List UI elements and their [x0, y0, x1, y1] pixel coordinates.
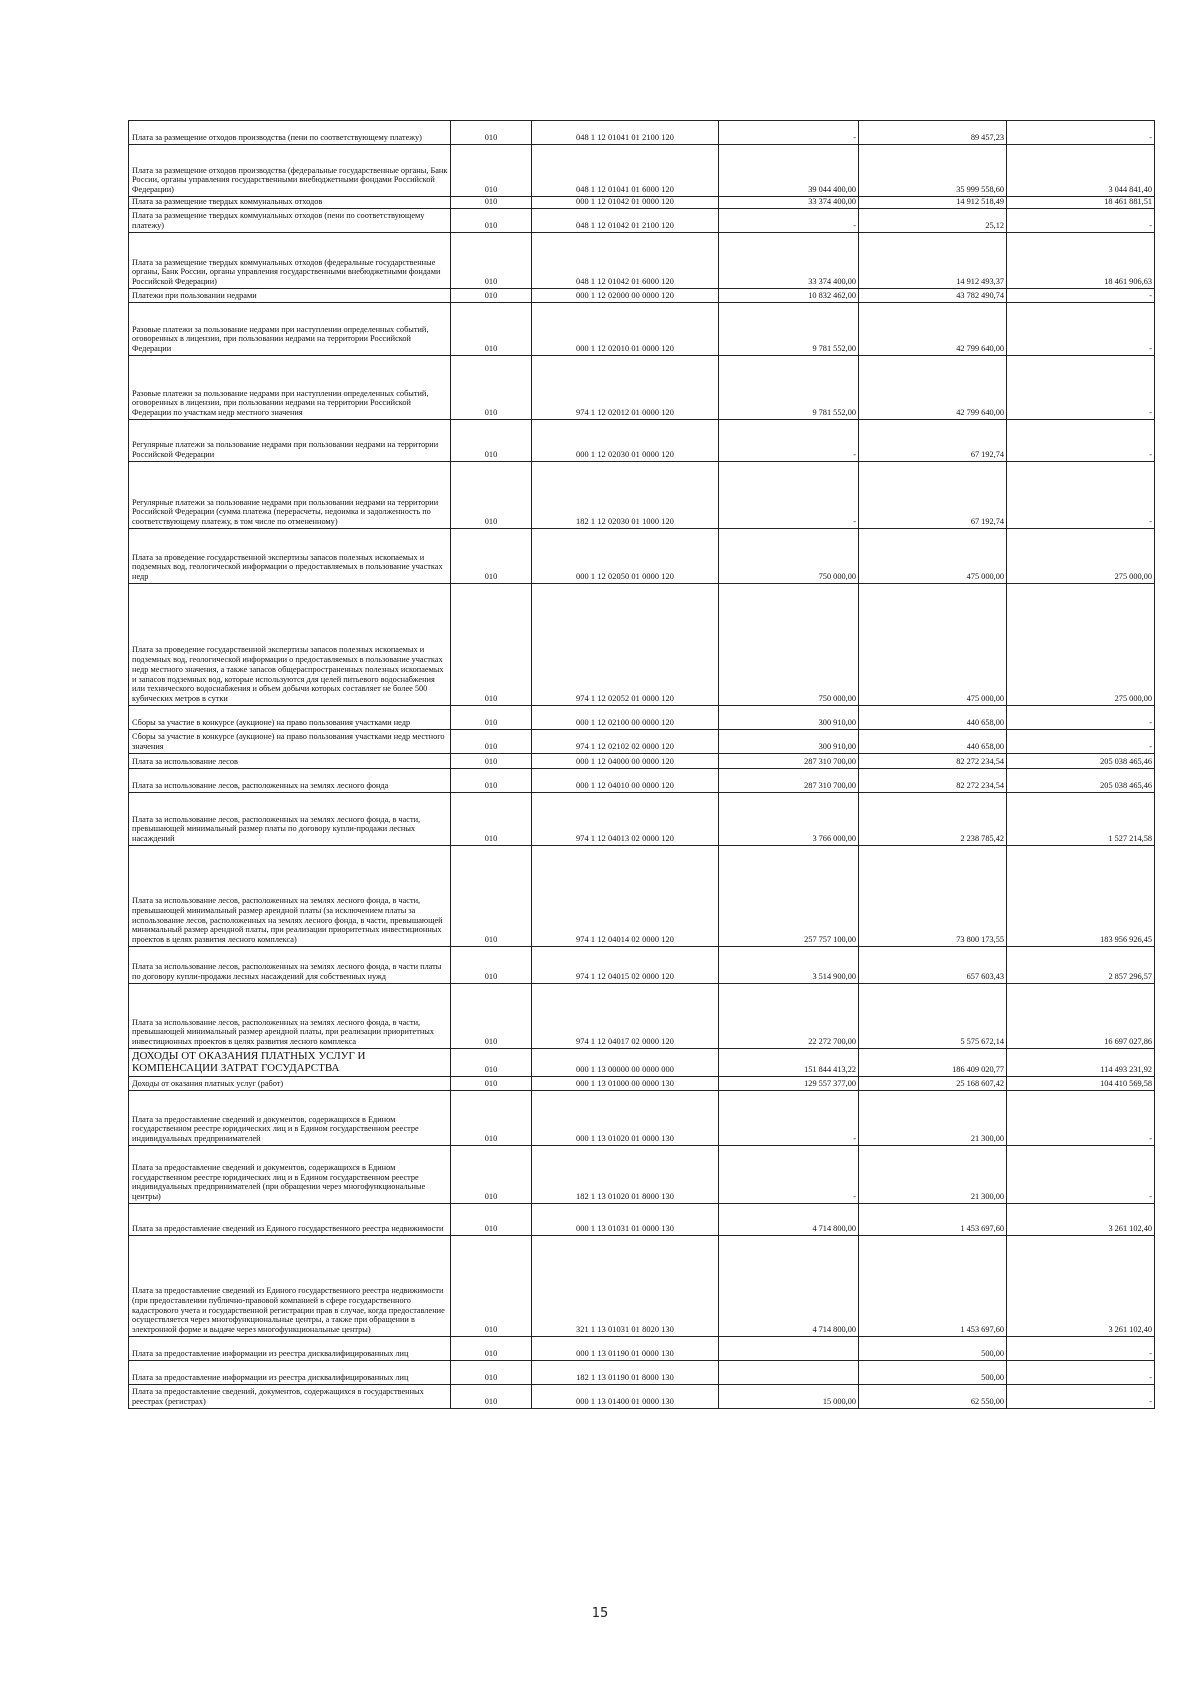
row-plan-cell: - — [719, 420, 859, 462]
row-plan-cell: - — [719, 462, 859, 529]
row-rest-cell: - — [1007, 730, 1155, 754]
budget-table-wrapper — [128, 120, 1154, 1409]
row-rest-cell: - — [1007, 289, 1155, 303]
table-row — [129, 1361, 1155, 1385]
row-name-cell: Плата за использование лесов, расположенных на землях лесного фонда, в части, превышающей минимальный размер платы по договору купли-продажи лесных насаждений — [129, 793, 451, 846]
row-code-cell: 010 — [451, 529, 532, 584]
row-rest-cell: 3 044 841,40 — [1007, 145, 1155, 197]
row-rest-cell: 16 697 027,86 — [1007, 984, 1155, 1049]
row-exec-cell: 25,12 — [859, 209, 1007, 233]
table-row — [129, 706, 1155, 730]
row-rest-cell: - — [1007, 706, 1155, 730]
row-exec-cell: 67 192,74 — [859, 420, 1007, 462]
row-rest-cell: 18 461 906,63 — [1007, 233, 1155, 289]
row-rest-cell: - — [1007, 356, 1155, 420]
row-kbk-cell: 000 1 12 04010 00 0000 120 — [532, 769, 719, 793]
table-row — [129, 1091, 1155, 1146]
row-rest-cell: - — [1007, 420, 1155, 462]
row-rest-cell: 3 261 102,40 — [1007, 1204, 1155, 1236]
row-plan-cell: 3 514 900,00 — [719, 947, 859, 984]
row-kbk-cell: 000 1 13 01190 01 0000 130 — [532, 1337, 719, 1361]
table-row — [129, 356, 1155, 420]
row-rest-cell: 275 000,00 — [1007, 584, 1155, 706]
row-kbk-cell: 000 1 12 02100 00 0000 120 — [532, 706, 719, 730]
row-code-cell: 010 — [451, 984, 532, 1049]
row-rest-cell: - — [1007, 1385, 1155, 1409]
row-code-cell: 010 — [451, 1077, 532, 1091]
row-exec-cell: 475 000,00 — [859, 529, 1007, 584]
row-plan-cell: 9 781 552,00 — [719, 303, 859, 356]
row-code-cell: 010 — [451, 209, 532, 233]
table-row — [129, 1077, 1155, 1091]
row-exec-cell: 73 800 173,55 — [859, 846, 1007, 947]
row-plan-cell — [719, 1337, 859, 1361]
row-name-cell: Разовые платежи за пользование недрами при наступлении определенных событий, оговоренных в лицензии, при пользовании недрами на территории Российской Федерации — [129, 303, 451, 356]
row-name-cell: Плата за предоставление информации из реестра дисквалифицированных лиц — [129, 1337, 451, 1361]
row-code-cell: 010 — [451, 1146, 532, 1204]
table-row — [129, 754, 1155, 769]
row-code-cell: 010 — [451, 420, 532, 462]
row-exec-cell: 62 550,00 — [859, 1385, 1007, 1409]
table-row — [129, 769, 1155, 793]
page-number: 15 — [591, 1606, 609, 1621]
row-name-cell: Плата за проведение государственной экспертизы запасов полезных ископаемых и подземных вод, геологической информации о предоставляемых в пользование участках недр — [129, 529, 451, 584]
table-row — [129, 420, 1155, 462]
row-kbk-cell: 974 1 12 04013 02 0000 120 — [532, 793, 719, 846]
row-name-cell: Плата за предоставление сведений и документов, содержащихся в Едином государственном реестре юридических лиц и в Едином государственном реестре индивидуальных предпринимателей — [129, 1091, 451, 1146]
row-plan-cell: 33 374 400,00 — [719, 197, 859, 209]
table-row — [129, 145, 1155, 197]
row-plan-cell: 3 766 000,00 — [719, 793, 859, 846]
row-kbk-cell: 000 1 12 01042 01 0000 120 — [532, 197, 719, 209]
row-code-cell: 010 — [451, 121, 532, 145]
row-kbk-cell: 974 1 12 02012 01 0000 120 — [532, 356, 719, 420]
row-code-cell: 010 — [451, 584, 532, 706]
row-code-cell: 010 — [451, 706, 532, 730]
row-plan-cell: 300 910,00 — [719, 706, 859, 730]
row-name-cell: Доходы от оказания платных услуг (работ) — [129, 1077, 451, 1091]
row-name-cell: Плата за использование лесов, расположенных на землях лесного фонда, в части платы по договору купли-продажи лесных насаждений для собственных нужд — [129, 947, 451, 984]
row-rest-cell: 1 527 214,58 — [1007, 793, 1155, 846]
table-row — [129, 197, 1155, 209]
row-exec-cell: 67 192,74 — [859, 462, 1007, 529]
row-plan-cell: 151 844 413,22 — [719, 1049, 859, 1077]
row-name-cell: Плата за размещение отходов производства (пени по соответствующему платежу) — [129, 121, 451, 145]
table-row — [129, 462, 1155, 529]
row-exec-cell: 42 799 640,00 — [859, 356, 1007, 420]
row-name-cell: Сборы за участие в конкурсе (аукционе) на право пользования участками недр местного значения — [129, 730, 451, 754]
row-code-cell: 010 — [451, 769, 532, 793]
table-row — [129, 529, 1155, 584]
row-code-cell: 010 — [451, 289, 532, 303]
row-kbk-cell: 048 1 12 01042 01 2100 120 — [532, 209, 719, 233]
row-code-cell: 010 — [451, 145, 532, 197]
row-name-cell: ДОХОДЫ ОТ ОКАЗАНИЯ ПЛАТНЫХ УСЛУГ И КОМПЕНСАЦИИ ЗАТРАТ ГОСУДАРСТВА — [129, 1049, 451, 1077]
row-name-cell: Плата за размещение твердых коммунальных отходов (пени по соответствующему платежу) — [129, 209, 451, 233]
row-code-cell: 010 — [451, 197, 532, 209]
row-name-cell: Плата за использование лесов, расположенных на землях лесного фонда, в части, превышающей минимальный размер арендной платы (за исключением платы за использование лесов, расположенных на землях лесного фонда, в части, превышающей минимальный размер арендной платы, при реализации приоритетных инвестиционных проектов в целях развития лесного комплекса) — [129, 846, 451, 947]
row-rest-cell: - — [1007, 209, 1155, 233]
row-kbk-cell: 000 1 13 01400 01 0000 130 — [532, 1385, 719, 1409]
row-plan-cell: 287 310 700,00 — [719, 754, 859, 769]
row-kbk-cell: 182 1 13 01020 01 8000 130 — [532, 1146, 719, 1204]
row-rest-cell: 205 038 465,46 — [1007, 769, 1155, 793]
row-exec-cell: 500,00 — [859, 1337, 1007, 1361]
table-row — [129, 233, 1155, 289]
row-name-cell: Плата за предоставление информации из реестра дисквалифицированных лиц — [129, 1361, 451, 1385]
row-rest-cell: 104 410 569,58 — [1007, 1077, 1155, 1091]
table-row — [129, 793, 1155, 846]
row-rest-cell: 18 461 881,51 — [1007, 197, 1155, 209]
table-row — [129, 1146, 1155, 1204]
row-kbk-cell: 974 1 12 04017 02 0000 120 — [532, 984, 719, 1049]
row-kbk-cell: 000 1 13 01000 00 0000 130 — [532, 1077, 719, 1091]
row-rest-cell: 2 857 296,57 — [1007, 947, 1155, 984]
row-code-cell: 010 — [451, 303, 532, 356]
row-name-cell: Плата за размещение твердых коммунальных отходов (федеральные государственные органы, Банк России, органы управления государственными внебюджетными фондами Российской Федерации) — [129, 233, 451, 289]
row-exec-cell: 89 457,23 — [859, 121, 1007, 145]
row-name-cell: Плата за предоставление сведений и документов, содержащихся в Едином государственном реестре юридических лиц и в Едином государственном реестре индивидуальных предпринимателей (при обращении через многофункциональные центры) — [129, 1146, 451, 1204]
row-code-cell: 010 — [451, 1091, 532, 1146]
row-code-cell: 010 — [451, 1361, 532, 1385]
row-plan-cell: 4 714 800,00 — [719, 1204, 859, 1236]
row-kbk-cell: 048 1 12 01041 01 6000 120 — [532, 145, 719, 197]
row-code-cell: 010 — [451, 356, 532, 420]
row-code-cell: 010 — [451, 730, 532, 754]
row-exec-cell: 35 999 558,60 — [859, 145, 1007, 197]
row-plan-cell: 750 000,00 — [719, 584, 859, 706]
row-kbk-cell: 000 1 12 02000 00 0000 120 — [532, 289, 719, 303]
row-name-cell: Регулярные платежи за пользование недрами при пользовании недрами на территории Российской Федерации (сумма платежа (перерасчеты, недоимка и задолженность по соответствующему платежу, в том числе по отмененному) — [129, 462, 451, 529]
row-plan-cell: 287 310 700,00 — [719, 769, 859, 793]
row-name-cell: Плата за предоставление сведений, документов, содержащихся в государственных реестрах (регистрах) — [129, 1385, 451, 1409]
row-kbk-cell: 974 1 12 02102 02 0000 120 — [532, 730, 719, 754]
table-row — [129, 1204, 1155, 1236]
table-row — [129, 1385, 1155, 1409]
table-row — [129, 730, 1155, 754]
row-exec-cell: 1 453 697,60 — [859, 1204, 1007, 1236]
row-name-cell: Плата за предоставление сведений из Единого государственного реестра недвижимости (при предоставлении публично-правовой компанией в сфере государственного кадастрового учета и государственной регистрации прав в случае, когда предоставление осуществляется через многофункциональные центры, а также при обращении в электронной форме и выдаче через многофункциональные центры) — [129, 1236, 451, 1337]
table-row — [129, 121, 1155, 145]
row-rest-cell: - — [1007, 303, 1155, 356]
row-code-cell: 010 — [451, 846, 532, 947]
row-name-cell: Плата за использование лесов, расположенных на землях лесного фонда, в части, превышающей минимальный размер арендной платы, при реализации приоритетных инвестиционных проектов в целях развития лесного комплекса — [129, 984, 451, 1049]
row-plan-cell: - — [719, 209, 859, 233]
row-kbk-cell: 000 1 12 04000 00 0000 120 — [532, 754, 719, 769]
row-name-cell: Плата за использование лесов — [129, 754, 451, 769]
row-plan-cell — [719, 1361, 859, 1385]
row-exec-cell: 186 409 020,77 — [859, 1049, 1007, 1077]
row-code-cell: 010 — [451, 1049, 532, 1077]
row-name-cell: Плата за предоставление сведений из Единого государственного реестра недвижимости — [129, 1204, 451, 1236]
row-exec-cell: 21 300,00 — [859, 1146, 1007, 1204]
row-code-cell: 010 — [451, 1204, 532, 1236]
row-plan-cell: 750 000,00 — [719, 529, 859, 584]
row-kbk-cell: 974 1 12 04015 02 0000 120 — [532, 947, 719, 984]
row-name-cell: Плата за использование лесов, расположенных на землях лесного фонда — [129, 769, 451, 793]
row-plan-cell: - — [719, 121, 859, 145]
row-exec-cell: 475 000,00 — [859, 584, 1007, 706]
row-kbk-cell: 974 1 12 04014 02 0000 120 — [532, 846, 719, 947]
row-exec-cell: 14 912 518,49 — [859, 197, 1007, 209]
row-plan-cell: - — [719, 1091, 859, 1146]
row-code-cell: 010 — [451, 1385, 532, 1409]
row-name-cell: Регулярные платежи за пользование недрами при пользовании недрами на территории Российской Федерации — [129, 420, 451, 462]
row-code-cell: 010 — [451, 462, 532, 529]
row-kbk-cell: 182 1 12 02030 01 1000 120 — [532, 462, 719, 529]
row-rest-cell: 114 493 231,92 — [1007, 1049, 1155, 1077]
table-row — [129, 1337, 1155, 1361]
row-exec-cell: 500,00 — [859, 1361, 1007, 1385]
row-kbk-cell: 974 1 12 02052 01 0000 120 — [532, 584, 719, 706]
row-name-cell: Разовые платежи за пользование недрами при наступлении определенных событий, оговоренных в лицензии, при пользовании недрами на территории Российской Федерации по участкам недр местного значения — [129, 356, 451, 420]
row-kbk-cell: 000 1 12 02010 01 0000 120 — [532, 303, 719, 356]
row-rest-cell: - — [1007, 462, 1155, 529]
row-kbk-cell: 000 1 12 02030 01 0000 120 — [532, 420, 719, 462]
row-plan-cell: 15 000,00 — [719, 1385, 859, 1409]
row-plan-cell: 22 272 700,00 — [719, 984, 859, 1049]
table-row — [129, 947, 1155, 984]
row-plan-cell: 257 757 100,00 — [719, 846, 859, 947]
table-row — [129, 303, 1155, 356]
row-name-cell: Плата за проведение государственной экспертизы запасов полезных ископаемых и подземных вод, геологической информации о предоставляемых в пользование участках недр местного значения, а также запасов общераспространенных полезных ископаемых и запасов подземных вод, которые используются для целей питьевого водоснабжения или технического водоснабжения и объем добычи которых составляет не более 500 кубических метров в сутки — [129, 584, 451, 706]
row-code-cell: 010 — [451, 754, 532, 769]
row-plan-cell: - — [719, 1146, 859, 1204]
row-exec-cell: 657 603,43 — [859, 947, 1007, 984]
row-plan-cell: 33 374 400,00 — [719, 233, 859, 289]
row-exec-cell: 440 658,00 — [859, 730, 1007, 754]
row-exec-cell: 82 272 234,54 — [859, 769, 1007, 793]
row-kbk-cell: 000 1 13 01020 01 0000 130 — [532, 1091, 719, 1146]
row-code-cell: 010 — [451, 793, 532, 846]
row-plan-cell: 300 910,00 — [719, 730, 859, 754]
row-code-cell: 010 — [451, 1236, 532, 1337]
table-row — [129, 584, 1155, 706]
row-code-cell: 010 — [451, 233, 532, 289]
row-rest-cell: 3 261 102,40 — [1007, 1236, 1155, 1337]
row-plan-cell: 4 714 800,00 — [719, 1236, 859, 1337]
row-rest-cell: 275 000,00 — [1007, 529, 1155, 584]
row-rest-cell: - — [1007, 1337, 1155, 1361]
row-name-cell: Платежи при пользовании недрами — [129, 289, 451, 303]
row-rest-cell: - — [1007, 1091, 1155, 1146]
row-exec-cell: 25 168 607,42 — [859, 1077, 1007, 1091]
row-exec-cell: 440 658,00 — [859, 706, 1007, 730]
row-exec-cell: 1 453 697,60 — [859, 1236, 1007, 1337]
row-rest-cell: 183 956 926,45 — [1007, 846, 1155, 947]
row-exec-cell: 82 272 234,54 — [859, 754, 1007, 769]
row-rest-cell: - — [1007, 1146, 1155, 1204]
row-exec-cell: 21 300,00 — [859, 1091, 1007, 1146]
row-kbk-cell: 182 1 13 01190 01 8000 130 — [532, 1361, 719, 1385]
row-plan-cell: 9 781 552,00 — [719, 356, 859, 420]
table-row — [129, 289, 1155, 303]
row-exec-cell: 2 238 785,42 — [859, 793, 1007, 846]
table-row — [129, 209, 1155, 233]
table-row — [129, 1236, 1155, 1337]
row-kbk-cell: 000 1 13 00000 00 0000 000 — [532, 1049, 719, 1077]
budget-revenue-table — [128, 120, 1155, 1409]
table-row — [129, 846, 1155, 947]
row-plan-cell: 129 557 377,00 — [719, 1077, 859, 1091]
row-exec-cell: 14 912 493,37 — [859, 233, 1007, 289]
table-row — [129, 984, 1155, 1049]
row-kbk-cell: 048 1 12 01042 01 6000 120 — [532, 233, 719, 289]
row-kbk-cell: 048 1 12 01041 01 2100 120 — [532, 121, 719, 145]
row-kbk-cell: 000 1 12 02050 01 0000 120 — [532, 529, 719, 584]
row-name-cell: Плата за размещение твердых коммунальных отходов — [129, 197, 451, 209]
row-rest-cell: - — [1007, 121, 1155, 145]
row-plan-cell: 10 832 462,00 — [719, 289, 859, 303]
row-rest-cell: 205 038 465,46 — [1007, 754, 1155, 769]
row-exec-cell: 42 799 640,00 — [859, 303, 1007, 356]
row-name-cell: Сборы за участие в конкурсе (аукционе) на право пользования участками недр — [129, 706, 451, 730]
row-kbk-cell: 000 1 13 01031 01 0000 130 — [532, 1204, 719, 1236]
row-exec-cell: 5 575 672,14 — [859, 984, 1007, 1049]
row-rest-cell: - — [1007, 1361, 1155, 1385]
table-body — [129, 121, 1155, 1409]
table-row — [129, 1049, 1155, 1077]
row-code-cell: 010 — [451, 947, 532, 984]
row-exec-cell: 43 782 490,74 — [859, 289, 1007, 303]
row-plan-cell: 39 044 400,00 — [719, 145, 859, 197]
row-code-cell: 010 — [451, 1337, 532, 1361]
row-name-cell: Плата за размещение отходов производства (федеральные государственные органы, Банк России, органы управления государственными внебюджетными фондами Российской Федерации) — [129, 145, 451, 197]
row-kbk-cell: 321 1 13 01031 01 8020 130 — [532, 1236, 719, 1337]
